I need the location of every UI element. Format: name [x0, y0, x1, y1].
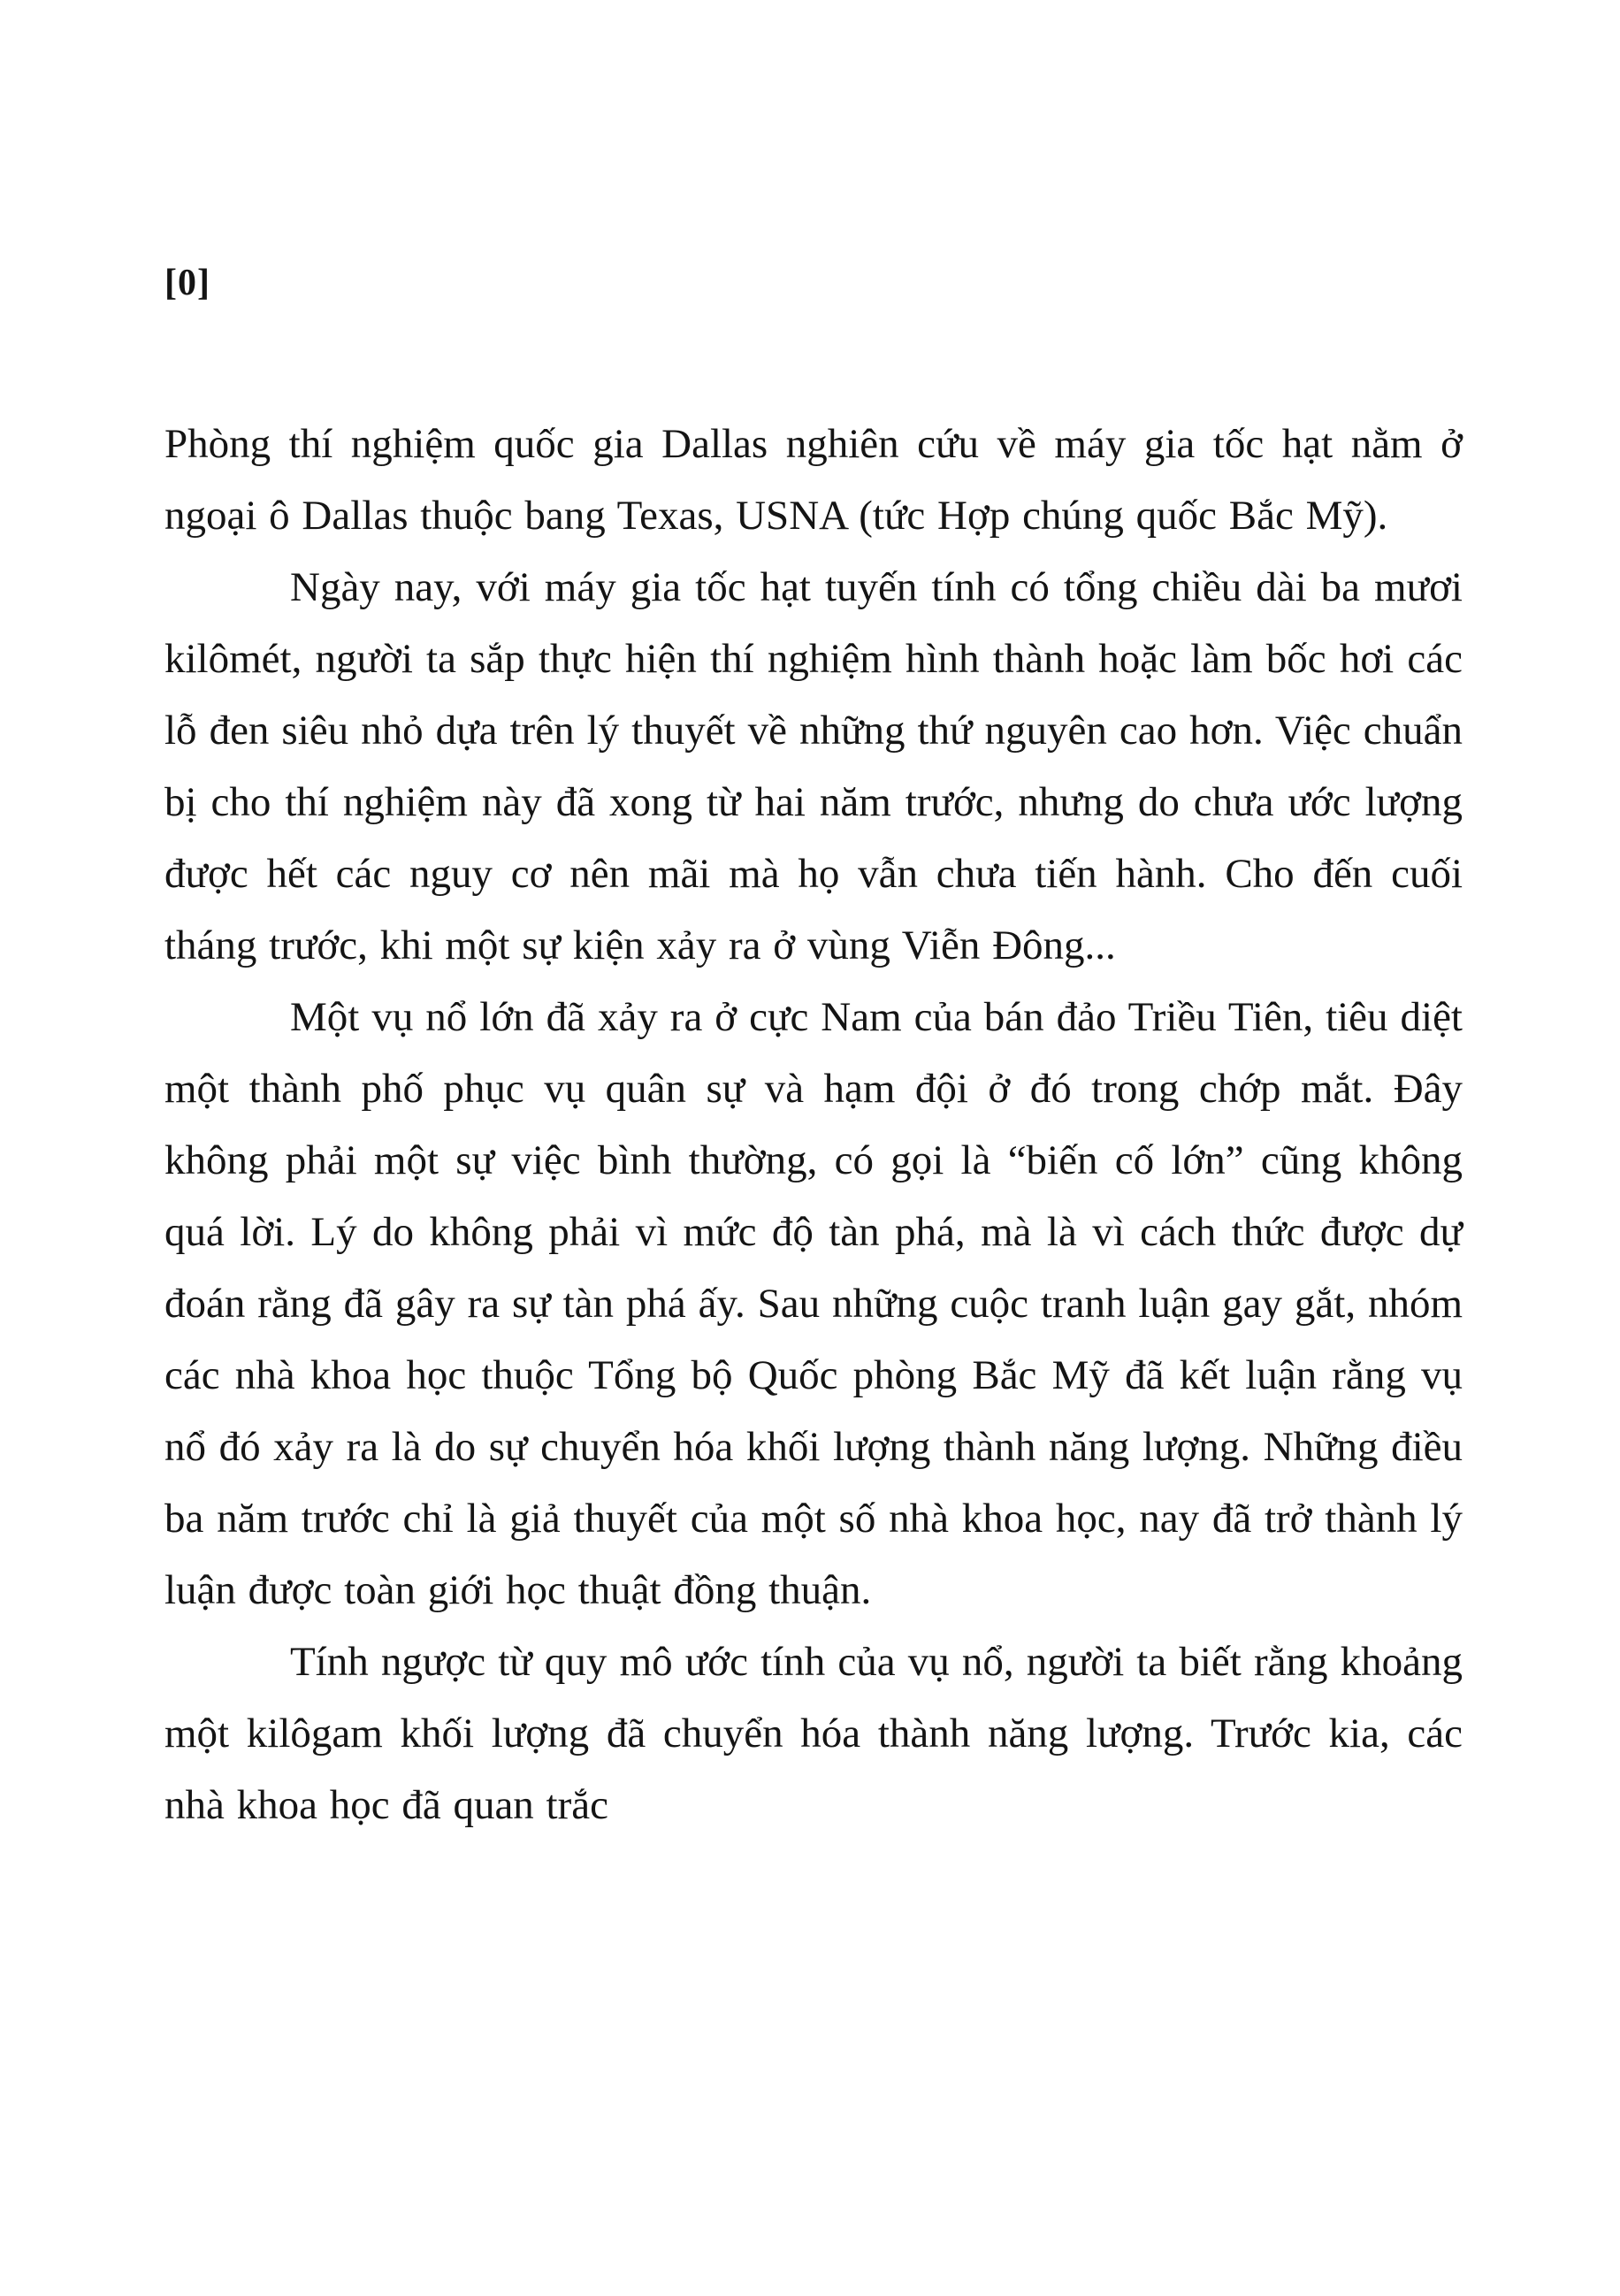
paragraph: Một vụ nổ lớn đã xảy ra ở cực Nam của bán đảo Triều Tiên, tiêu diệt một thành phố phục vụ quân sự và hạm đội ở đó trong chớp mắt. Đây không phải một sự việc bình thường, có gọi là “biến cố lớn” cũng không quá lời. Lý do không phải vì mức độ tàn phá, mà là vì cách thức được dự đoán rằng đã gây ra sự tàn phá ấy. Sau những cuộc tranh luận gay gắt, nhóm các nhà khoa học thuộc Tổng bộ Quốc phòng Bắc Mỹ đã kết luận rằng vụ nổ đó xảy ra là do sự chuyển hóa khối lượng thành năng lượng. Những điều ba năm trước chỉ là giả thuyết của một số nhà khoa học, nay đã trở thành lý luận được toàn giới học thuật đồng thuận.	[164, 994, 1463, 1613]
paragraph: Phòng thí nghiệm quốc gia Dallas nghiên cứu về máy gia tốc hạt nằm ở ngoại ô Dallas thuộc bang Texas, USNA (tức Hợp chúng quốc Bắc Mỹ).	[164, 421, 1463, 539]
body-text	[164, 409, 1463, 1841]
paragraph: Tính ngược từ quy mô ước tính của vụ nổ, người ta biết rằng khoảng một kilôgam khối lượng đã chuyển hóa thành năng lượng. Trước kia, các nhà khoa học đã quan trắc	[164, 1639, 1463, 1828]
section-marker: [0]	[164, 263, 210, 303]
paragraph: Ngày nay, với máy gia tốc hạt tuyến tính có tổng chiều dài ba mươi kilômét, người ta sắp thực hiện thí nghiệm hình thành hoặc làm bốc hơi các lỗ đen siêu nhỏ dựa trên lý thuyết về những thứ nguyên cao hơn. Việc chuẩn bị cho thí nghiệm này đã xong từ hai năm trước, nhưng do chưa ước lượng được hết các nguy cơ nên mãi mà họ vẫn chưa tiến hành. Cho đến cuối tháng trước, khi một sự kiện xảy ra ở vùng Viễn Đông...	[164, 564, 1463, 968]
